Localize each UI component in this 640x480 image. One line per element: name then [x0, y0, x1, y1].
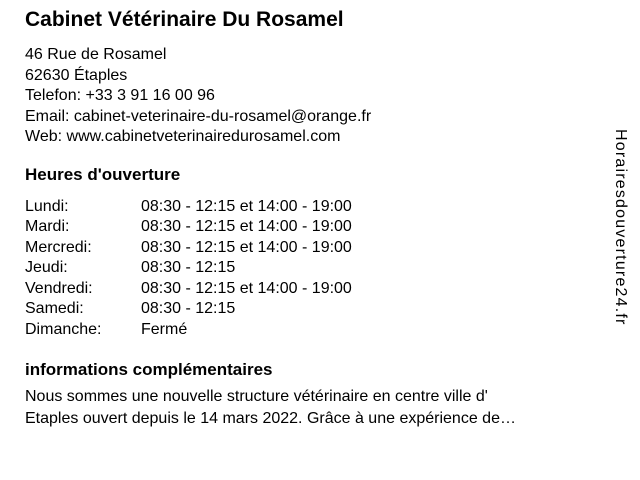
info-text-line: Nous sommes une nouvelle structure vétérinaire en centre ville d'	[25, 387, 488, 405]
web-line	[25, 127, 595, 148]
hours-day-label: Jeudi:	[25, 259, 68, 277]
hours-times-value: 08:30 - 12:15 et 14:00 - 19:00	[141, 218, 352, 236]
hours-day-label: Dimanche:	[25, 321, 102, 339]
address-city: 62630 Étaples	[25, 66, 128, 84]
hours-day-label: Vendredi:	[25, 279, 93, 297]
business-name: Cabinet Vétérinaire Du Rosamel	[25, 8, 344, 31]
hours-times-value: Fermé	[141, 321, 188, 339]
phone-line	[25, 86, 595, 107]
hours-day-label: Samedi:	[25, 300, 84, 318]
hours-day-label: Mercredi:	[25, 238, 92, 256]
email-value: cabinet-veterinaire-du-rosamel@orange.fr	[73, 107, 372, 125]
branding-vertical-text: Horairesdouverture24.fr	[612, 129, 629, 326]
web-value: www.cabinetveterinairedurosamel.com	[66, 128, 341, 145]
hours-times-value: 08:30 - 12:15 et 14:00 - 19:00	[141, 197, 352, 215]
hours-row-friday	[25, 279, 595, 300]
hours-row-sunday	[25, 320, 595, 341]
hours-row-monday	[25, 197, 595, 218]
web-label: Web:	[25, 128, 63, 145]
hours-day-label: Mardi:	[25, 218, 70, 236]
contact-block	[25, 45, 595, 148]
phone-label: Telefon:	[25, 87, 82, 104]
info-text-line: Etaples ouvert depuis le 14 mars 2022. Grâce à une expérience de…	[25, 409, 516, 427]
hours-table	[25, 197, 595, 341]
address-street: 46 Rue de Rosamel	[25, 46, 167, 63]
hours-day-label: Lundi:	[25, 197, 69, 215]
hours-row-wednesday	[25, 238, 595, 259]
hours-times-value: 08:30 - 12:15	[141, 259, 236, 277]
email-label: Email:	[25, 107, 70, 125]
hours-times-value: 08:30 - 12:15 et 14:00 - 19:00	[141, 238, 352, 256]
hours-row-saturday	[25, 299, 595, 320]
email-line	[25, 107, 595, 128]
info-heading: informations complémentaires	[25, 359, 273, 379]
hours-row-tuesday	[25, 217, 595, 238]
hours-times-value: 08:30 - 12:15 et 14:00 - 19:00	[141, 279, 352, 297]
info-text	[25, 386, 595, 430]
phone-value: +33 3 91 16 00 96	[85, 87, 215, 104]
hours-heading: Heures d'ouverture	[25, 164, 181, 184]
hours-row-thursday	[25, 258, 595, 279]
hours-times-value: 08:30 - 12:15	[141, 300, 236, 318]
